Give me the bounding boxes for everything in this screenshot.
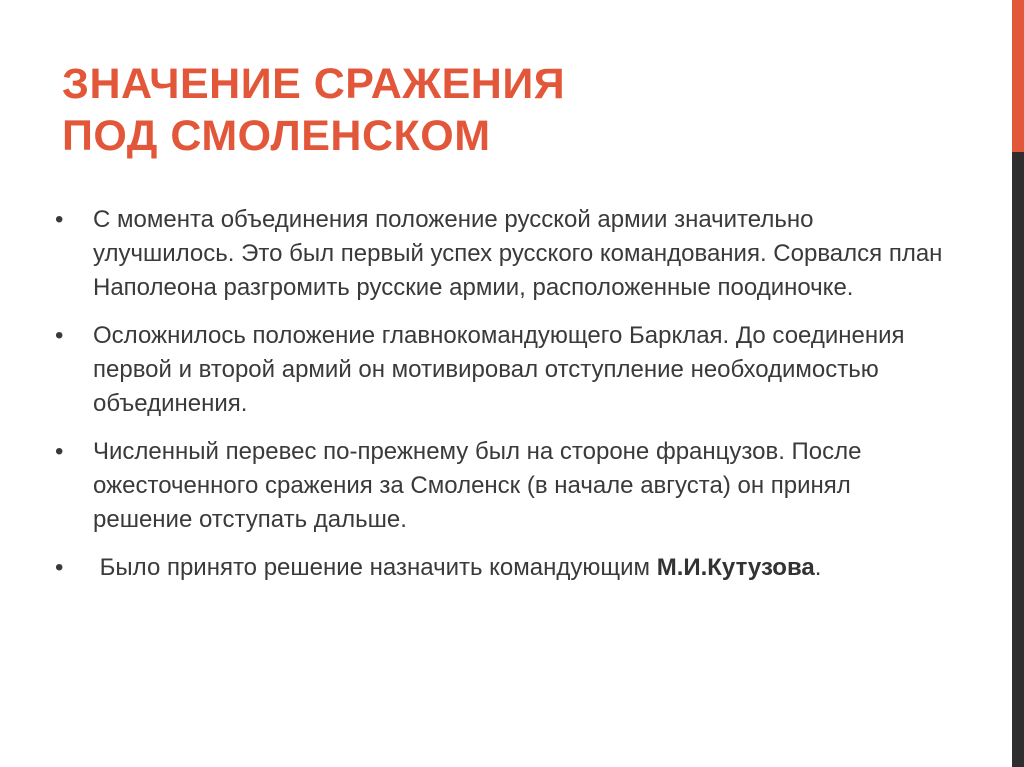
bullet-text-prefix: Было принято решение назначить командующим bbox=[93, 554, 657, 581]
bullet-marker: • bbox=[55, 322, 64, 349]
slide-title bbox=[62, 58, 962, 162]
bullet-text-suffix: . bbox=[814, 554, 822, 581]
accent-bar-orange bbox=[1012, 0, 1024, 152]
slide-title-line-1: ЗНАЧЕНИЕ СРАЖЕНИЯ bbox=[62, 60, 566, 108]
bullet-item-1 bbox=[55, 203, 955, 305]
bullet-marker: • bbox=[55, 438, 64, 465]
bullet-text: С момента объединения положение русской армии значительно улучшилось. Это был первый успех русского командования. Сорвался план Наполеона разгромить русские армии, расположенные поодиночке. bbox=[93, 206, 943, 301]
accent-bar-dark bbox=[1012, 152, 1024, 767]
bullet-marker: • bbox=[55, 206, 64, 233]
bullet-item-4 bbox=[55, 551, 955, 585]
slide-title-line-2: ПОД СМОЛЕНСКОМ bbox=[62, 112, 491, 160]
bullet-text: Численный перевес по-прежнему был на стороне французов. После ожесточенного сражения за Смоленск (в начале августа) он принял решение отступать дальше. bbox=[93, 438, 862, 533]
bullet-item-2 bbox=[55, 319, 955, 421]
bullet-list bbox=[55, 203, 955, 599]
bullet-marker: • bbox=[55, 554, 64, 581]
bullet-text bbox=[93, 551, 955, 585]
bullet-text: Осложнилось положение главнокомандующего Барклая. До соединения первой и второй армий он мотивировал отступление необходимостью объединения. bbox=[93, 322, 905, 417]
bullet-item-3 bbox=[55, 435, 955, 537]
kutuzov-name: М.И.Кутузова bbox=[656, 554, 815, 581]
